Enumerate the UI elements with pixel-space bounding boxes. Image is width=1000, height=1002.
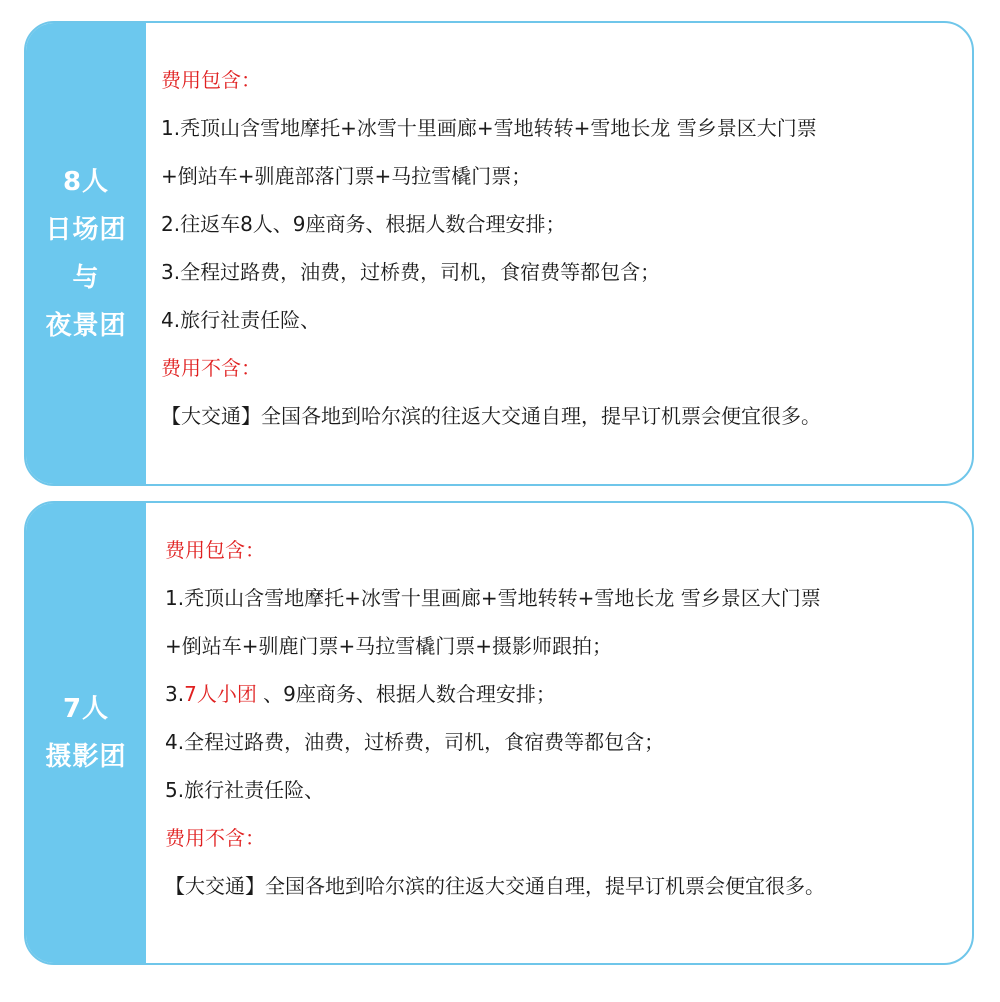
include-item-rest: 、9座商务、根据人数合理安排； bbox=[256, 682, 556, 706]
exclude-item: 【大交通】全国各地到哈尔滨的往返大交通自理，提早订机票会便宜很多。 bbox=[161, 404, 821, 428]
small-group-highlight: 7人小团 bbox=[184, 682, 257, 706]
package-label-panel bbox=[26, 503, 146, 963]
include-item: 2.往返车8人、9座商务、根据人数合理安排； bbox=[161, 212, 566, 236]
include-item: 3.全程过路费，油费，过桥费，司机，食宿费等都包含； bbox=[161, 260, 661, 284]
include-item bbox=[165, 670, 972, 718]
include-item: +倒站车+驯鹿部落门票+马拉雪橇门票； bbox=[161, 164, 532, 188]
package-card-photography bbox=[24, 501, 974, 965]
include-item: 4.全程过路费，油费，过桥费，司机，食宿费等都包含； bbox=[165, 730, 665, 754]
include-item: +倒站车+驯鹿门票+马拉雪橇门票+摄影师跟拍； bbox=[165, 634, 613, 658]
include-item: 4.旅行社责任险、 bbox=[161, 308, 321, 332]
include-item: 1.秃顶山含雪地摩托+冰雪十里画廊+雪地转转+雪地长龙 雪乡景区大门票 bbox=[165, 586, 821, 610]
package-label-panel bbox=[26, 23, 146, 484]
excludes-heading: 费用不含： bbox=[161, 356, 261, 380]
excludes-heading: 费用不含： bbox=[165, 826, 265, 850]
include-item: 5.旅行社责任险、 bbox=[165, 778, 325, 802]
package-label-line: 8人 bbox=[62, 166, 110, 197]
package-card-day-night bbox=[24, 21, 974, 486]
include-item-prefix: 3. bbox=[165, 682, 185, 706]
package-label-line: 7人 bbox=[62, 694, 110, 724]
includes-heading: 费用包含： bbox=[165, 538, 265, 562]
package-label-line: 与 bbox=[72, 262, 100, 293]
exclude-item: 【大交通】全国各地到哈尔滨的往返大交通自理，提早订机票会便宜很多。 bbox=[165, 874, 825, 898]
package-label-line: 摄影团 bbox=[45, 742, 127, 772]
includes-heading: 费用包含： bbox=[161, 68, 261, 92]
include-item: 1.秃顶山含雪地摩托+冰雪十里画廊+雪地转转+雪地长龙 雪乡景区大门票 bbox=[161, 116, 817, 140]
package-details bbox=[146, 503, 972, 963]
package-label-line: 日场团 bbox=[45, 214, 127, 245]
package-label-line: 夜景团 bbox=[45, 310, 127, 341]
package-details bbox=[146, 23, 972, 484]
